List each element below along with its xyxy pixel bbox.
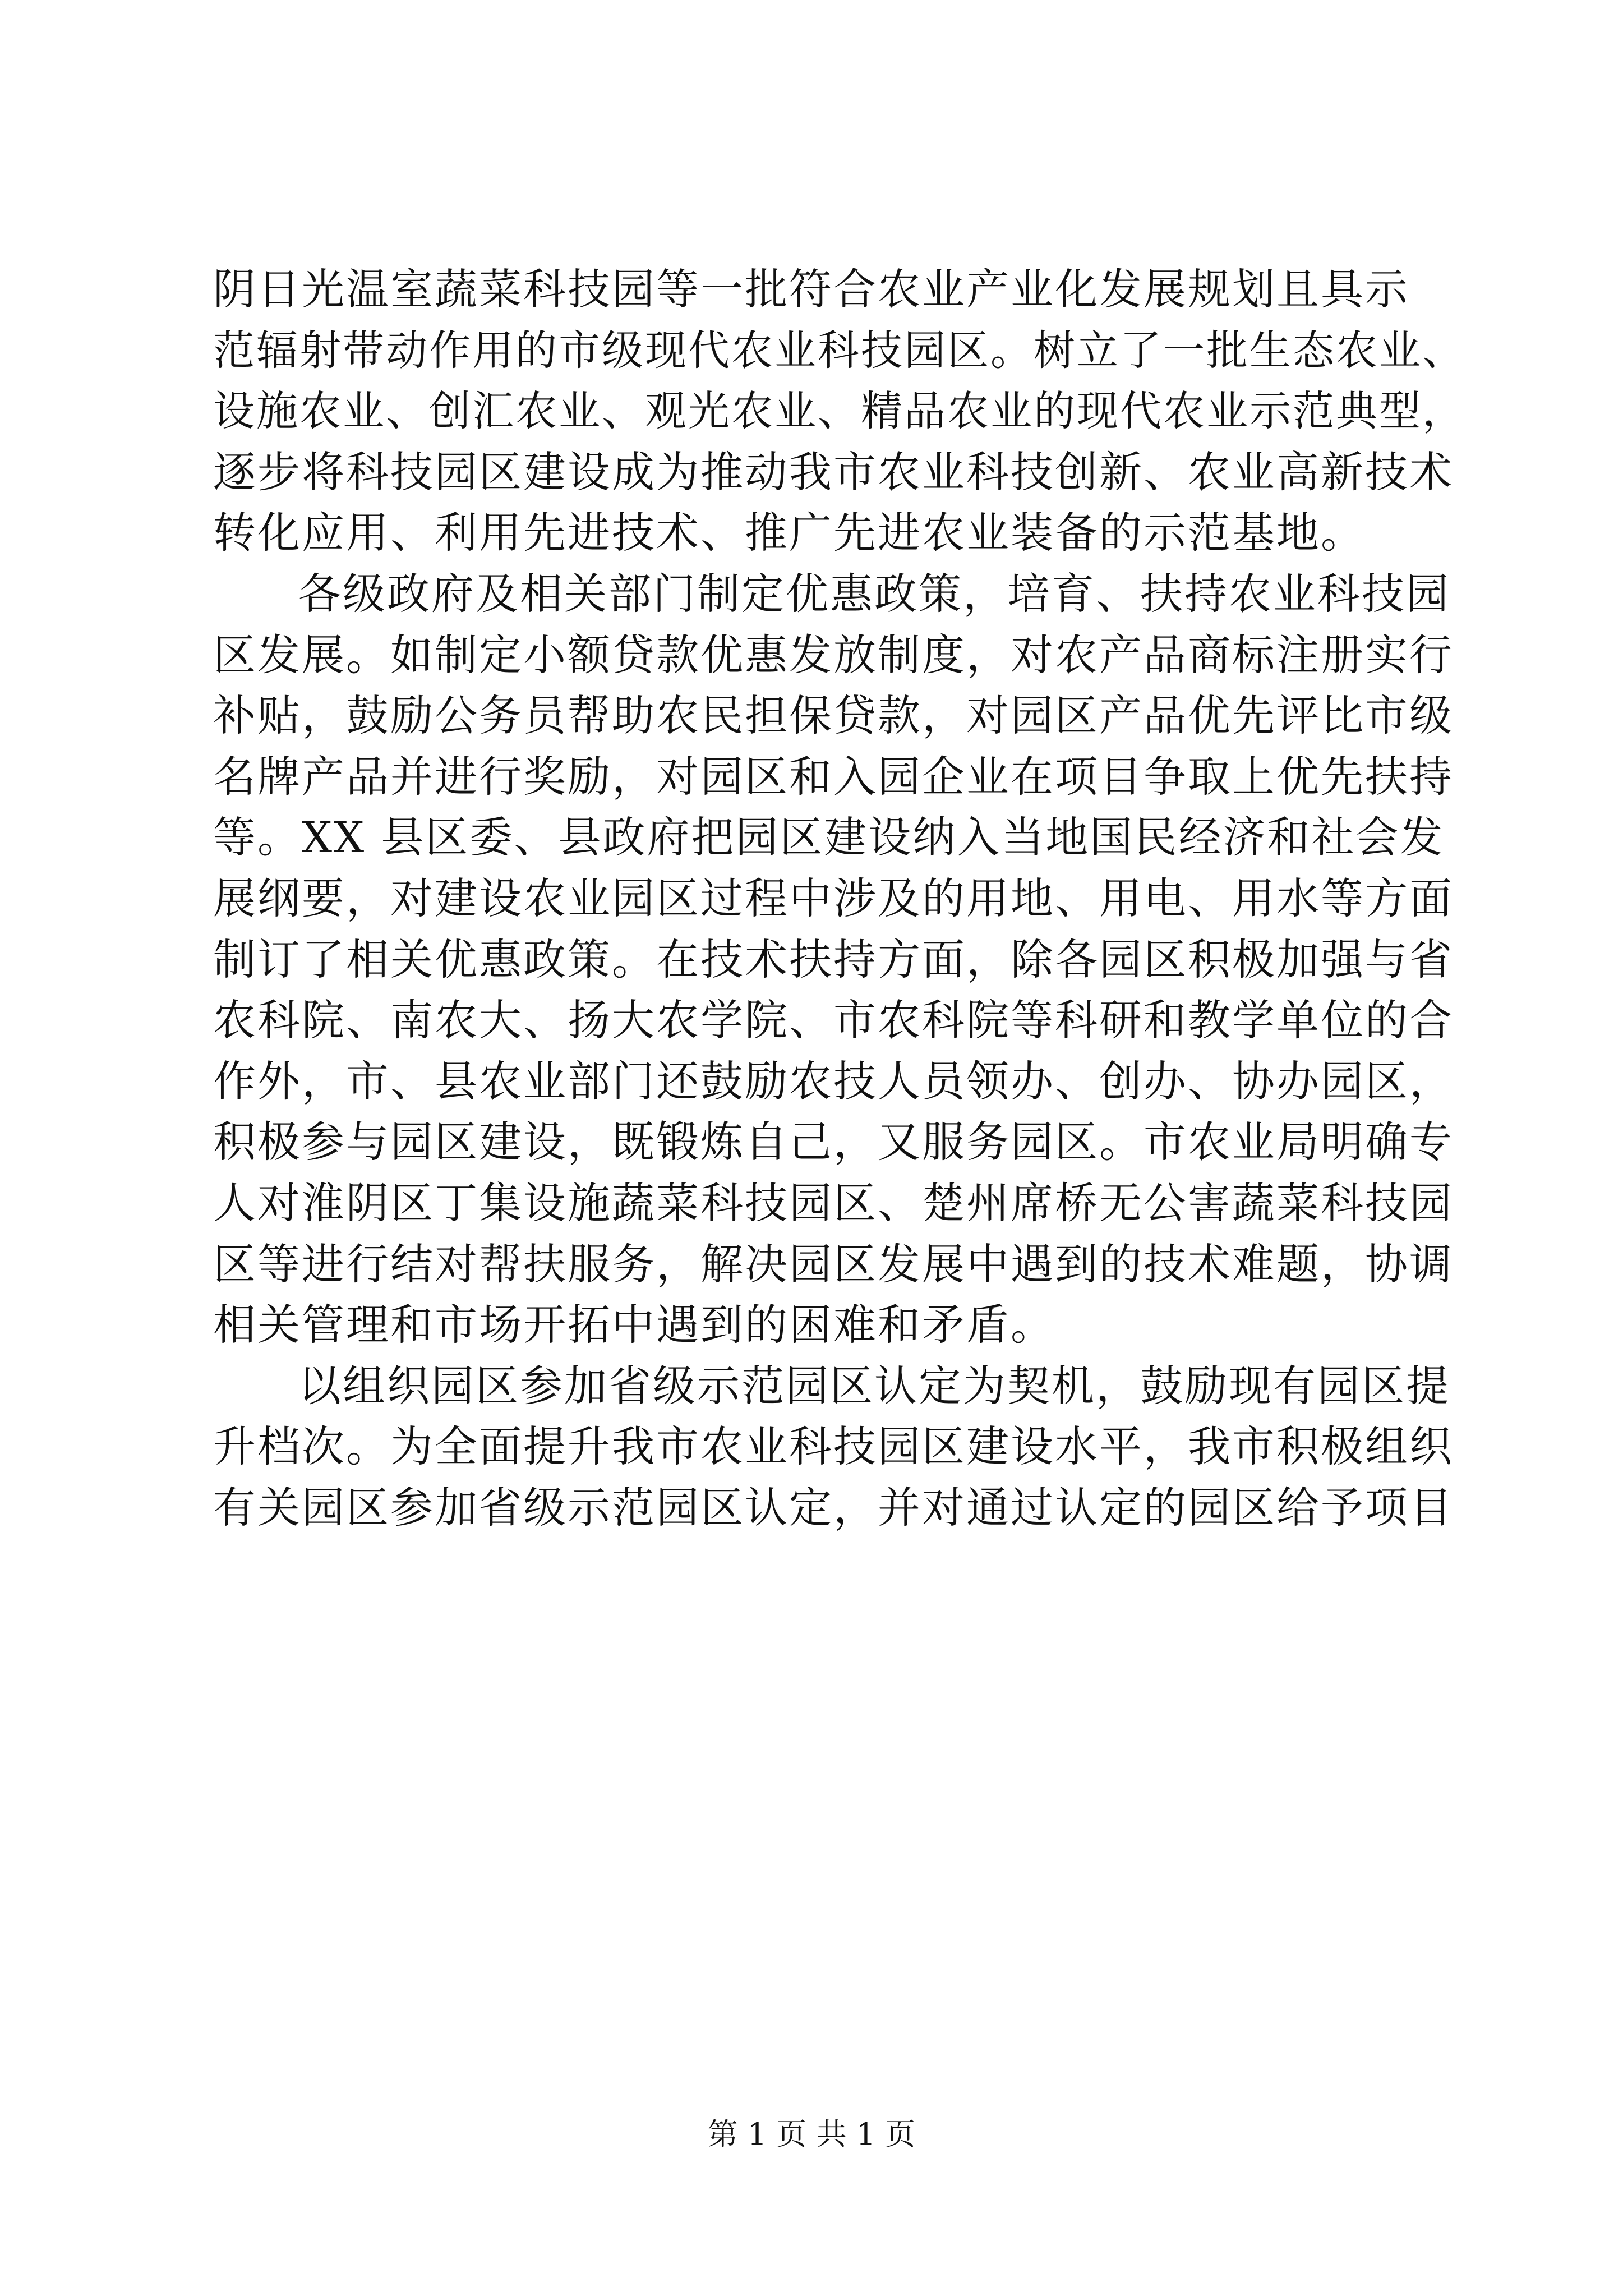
text-line: 以组织园区参加省级示范园区认定为契机，鼓励现有园区提 — [298, 1360, 1450, 1411]
text-line: 农科院、南农大、扬大农学院、市农科院等科研和教学单位的合 — [213, 995, 1454, 1046]
text-line: 名牌产品并进行奖励，对园区和入园企业在项目争取上优先扶持 — [213, 751, 1454, 802]
text-line: 区等进行结对帮扶服务，解决园区发展中遇到的技术难题，协调 — [213, 1239, 1454, 1289]
text-line: 区发展。如制定小额贷款优惠发放制度，对农产品商标注册实行 — [213, 629, 1454, 680]
text-line: 各级政府及相关部门制定优惠政策，培育、扶持农业科技园 — [298, 568, 1450, 619]
text-line: 作外，市、县农业部门还鼓励农技人员领办、创办、协办园区， — [213, 1056, 1454, 1106]
text-line: 阴日光温室蔬菜科技园等一批符合农业产业化发展规划且具示 — [213, 264, 1409, 314]
document-body — [213, 259, 1469, 1538]
text-line: 设施农业、创汇农业、观光农业、精品农业的现代农业示范典型， — [213, 387, 1465, 436]
text-line: 有关园区参加省级示范园区认定，并对通过认定的园区给予项目 — [213, 1482, 1454, 1533]
text-line: 逐步将科技园区建设成为推动我市农业科技创新、农业高新技术 — [213, 447, 1454, 497]
text-line: 相关管理和市场开拓中遇到的困难和矛盾。 — [213, 1300, 1055, 1350]
text-line: 补贴，鼓励公务员帮助农民担保贷款，对园区产品优先评比市级 — [213, 691, 1454, 741]
text-line: 制订了相关优惠政策。在技术扶持方面，除各园区积极加强与省 — [213, 934, 1454, 984]
text-line: 展纲要，对建设农业园区过程中涉及的用地、用电、用水等方面 — [213, 873, 1454, 923]
text-line: 等。XX 县区委、县政府把园区建设纳入当地国民经济和社会发 — [213, 812, 1445, 863]
page-footer: 第 1 页 共 1 页 — [707, 2116, 916, 2152]
text-line: 人对淮阴区丁集设施蔬菜科技园区、楚州席桥无公害蔬菜科技园 — [213, 1177, 1454, 1228]
text-line: 升档次。为全面提升我市农业科技园区建设水平，我市积极组织 — [213, 1421, 1454, 1472]
text-line: 积极参与园区建设，既锻炼自己，又服务园区。市农业局明确专 — [213, 1117, 1454, 1167]
text-line: 转化应用、利用先进技术、推广先进农业装备的示范基地。 — [213, 508, 1365, 558]
text-line: 范辐射带动作用的市级现代农业科技园区。树立了一批生态农业、 — [213, 326, 1465, 375]
